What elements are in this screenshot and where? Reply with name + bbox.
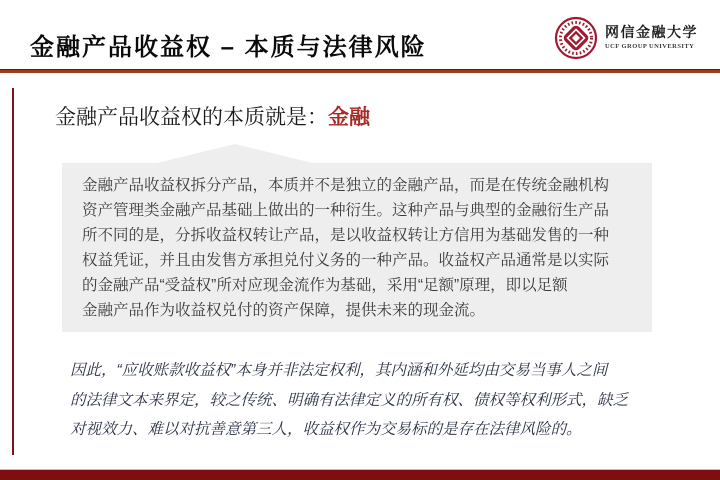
callout-line: 所不同的是，分拆收益权转让产品，是以收益权转让方信用为基础发售的一种 [82, 227, 610, 244]
conclusion-line: 对视效力、难以对抗善意第三人，收益权作为交易标的是存在法律风险的。 [70, 421, 582, 438]
callout-line: 的金融产品“受益权”所对应现金流作为基础，采用“足额”原理，即以足额 [82, 277, 568, 294]
university-name-cn: 网信金融大学 [605, 26, 698, 41]
slide-title: 金融产品收益权 – 本质与法律风险 [30, 34, 427, 61]
subtitle-highlight: 金融 [328, 106, 370, 129]
conclusion-line: 因此，“应收账款收益权”本身并非法定权利，其内涵和外延均由交易当事人之间 [70, 362, 608, 379]
university-name-en: UCF GROUP UNIVERSITY [605, 43, 695, 50]
university-emblem-icon [554, 16, 598, 60]
university-logo-text [605, 25, 698, 51]
callout-line: 资产管理类金融产品基础上做出的一种衍生。这种产品与典型的金融衍生产品 [82, 202, 610, 219]
slide-subtitle [55, 101, 370, 131]
callout-line: 权益凭证，并且由发售方承担兑付义务的一种产品。收益权产品通常是以实际 [82, 252, 610, 269]
footer-accent-bar [0, 469, 720, 480]
callout-line: 金融产品作为收益权兑付的资产保障，提供未来的现金流。 [82, 302, 486, 319]
conclusion-line: 的法律文本来界定，较之传统、明确有法律定义的所有权、债权等权利形式，缺乏 [70, 391, 629, 409]
callout-line: 金融产品收益权拆分产品，本质并不是独立的金融产品，而是在传统金融机构 [82, 177, 610, 194]
header-divider [0, 69, 720, 73]
subtitle-text: 金融产品收益权的本质就是： [55, 106, 328, 129]
callout-arrow-up [157, 144, 313, 163]
definition-callout-box [62, 163, 652, 332]
university-logo [554, 16, 698, 60]
conclusion-paragraph [70, 356, 670, 445]
left-accent-line [12, 88, 14, 455]
